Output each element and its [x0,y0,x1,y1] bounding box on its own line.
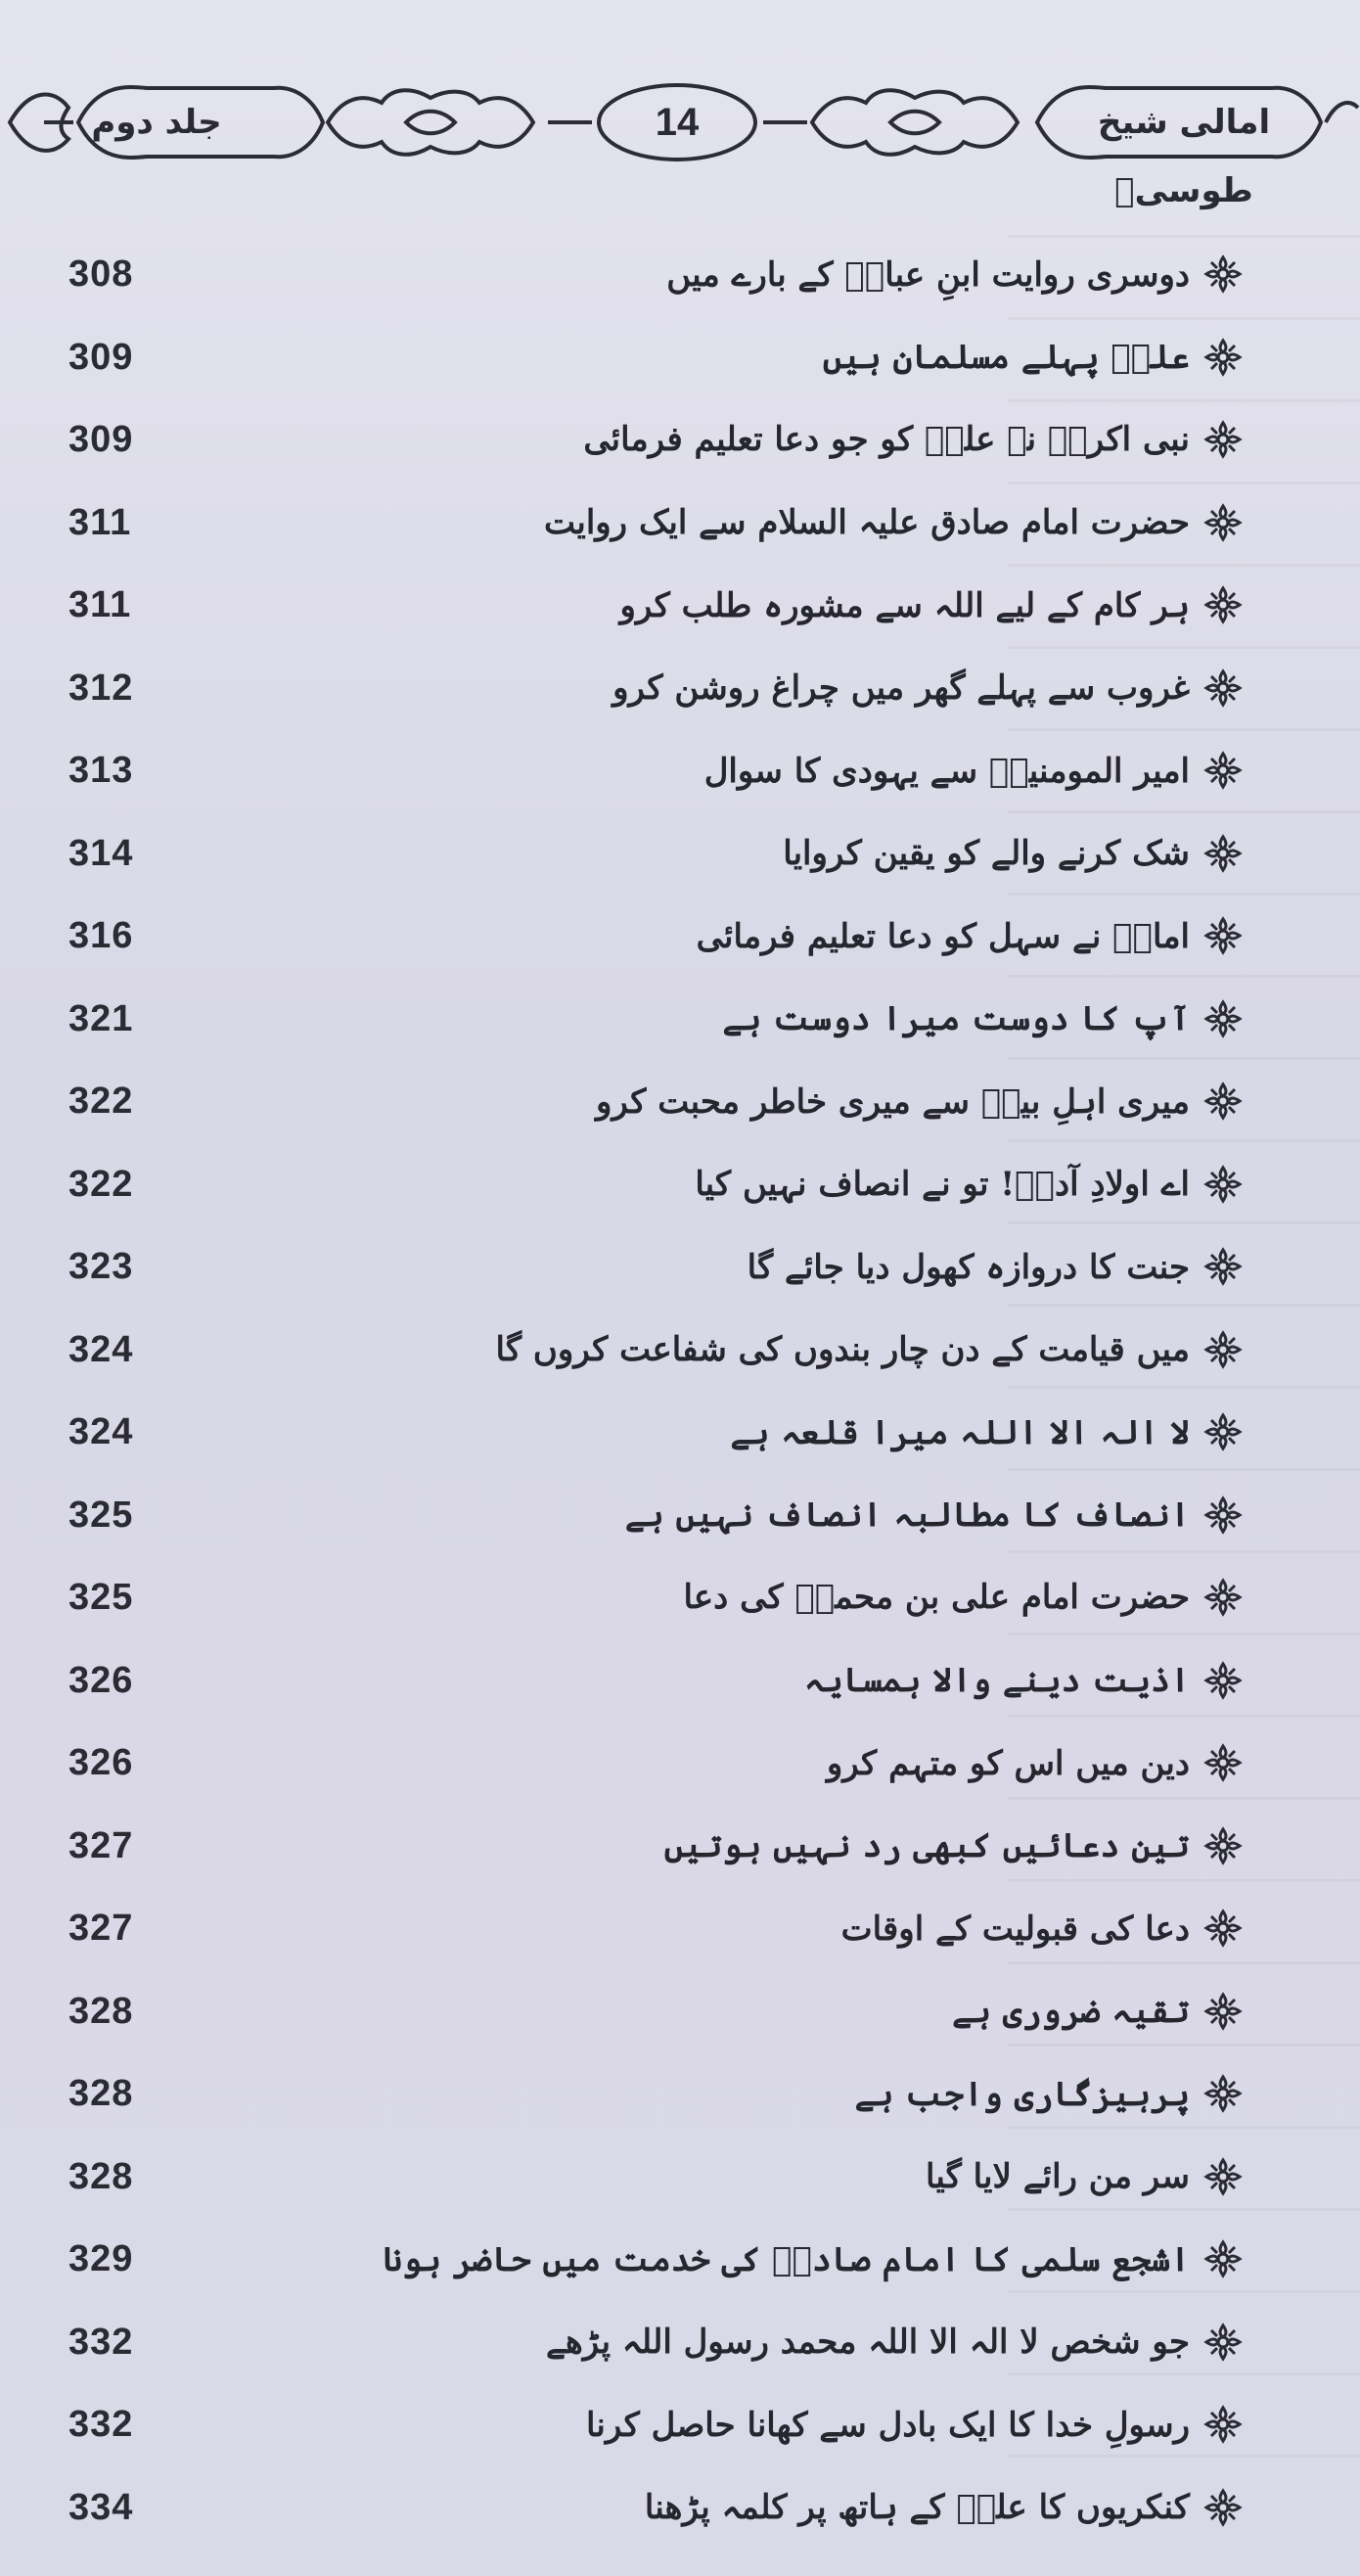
toc-title: شک کرنے والے کو یقین کروایا [783,834,1190,873]
flower-star-icon [1203,751,1243,790]
toc-entry-text [612,657,1243,719]
toc-entry[interactable] [59,1227,1292,1311]
toc-title: امیر المومنینؑ سے یہودی کا سوال [703,751,1190,791]
flower-star-icon [1203,2157,1243,2196]
flower-star-icon [1203,1992,1243,2031]
toc-title: اذیت دینے والا ہمسایہ [803,1661,1190,1700]
toc-page-number: 308 [68,253,134,295]
toc-title: علیؑ پہلے مسلمان ہیں [822,338,1190,377]
toc-entry[interactable] [59,1062,1292,1145]
toc-title: کنکریوں کا علیؑ کے ہاتھ پر کلمہ پڑھنا [644,2488,1190,2527]
toc-page-number: 321 [68,997,134,1039]
toc-entry-text [583,408,1243,471]
toc-page-number: 313 [68,750,134,791]
toc-entry[interactable] [59,1807,1292,1890]
toc-title: رسولِ خدا کا ایک بادل سے کھانا حاصل کرنا [586,2405,1190,2445]
flower-star-icon [1203,834,1243,873]
flower-star-icon [1203,668,1243,708]
toc-entry[interactable] [59,2220,1292,2303]
toc-page-number: 324 [68,1411,134,1452]
toc-title: سر من رائے لایا گیا [926,2157,1190,2196]
toc-entry[interactable] [59,2468,1292,2552]
flower-star-icon [1203,1412,1243,1451]
flower-star-icon [1203,2405,1243,2444]
toc-title: امامؑ نے سہل کو دعا تعلیم فرمائی [696,916,1190,956]
flower-star-icon [1203,1081,1243,1121]
toc-entry[interactable] [59,483,1292,567]
table-of-contents [59,235,1292,2551]
toc-title: تقیہ ضروری ہے [952,1992,1190,2031]
page-number: 14 [655,101,700,144]
toc-title: انصاف کا مطالبہ انصاف نہیں ہے [624,1495,1190,1535]
toc-entry[interactable] [59,2054,1292,2138]
toc-entry-text [496,1318,1243,1381]
flower-star-icon [1203,503,1243,542]
toc-entry[interactable] [59,1393,1292,1476]
toc-entry[interactable] [59,2303,1292,2386]
toc-entry-text [926,2145,1243,2208]
page-header [0,59,1360,210]
book-title: امالی شیخ طوسیؒ [1097,103,1271,210]
toc-entry-text [596,1070,1243,1132]
toc-entry[interactable] [59,731,1292,814]
flower-star-icon [1203,420,1243,459]
toc-page-number: 329 [68,2238,134,2279]
toc-entry-text [841,1897,1243,1959]
toc-title: اشجع سلمی کا امام صادقؑ کی خدمت میں حاضر ہونا [383,2239,1190,2279]
toc-entry[interactable] [59,1641,1292,1725]
toc-page-number: 311 [68,584,132,625]
toc-entry[interactable] [59,980,1292,1063]
toc-title: لا الہ الا اللہ میرا قلعہ ہے [730,1412,1190,1452]
toc-entry-text [664,1815,1243,1877]
toc-page-number: 325 [68,1494,134,1536]
toc-entry-text [827,1731,1243,1794]
flower-star-icon [1203,254,1243,294]
toc-page-number: 311 [68,501,132,543]
toc-entry-text [683,1566,1243,1629]
flower-star-icon [1203,1909,1243,1948]
toc-entry-text [586,2393,1243,2456]
flower-star-icon [1203,585,1243,624]
toc-page-number: 334 [68,2486,134,2528]
toc-entry[interactable] [59,235,1292,318]
toc-page-number: 332 [68,2321,134,2363]
toc-page-number: 328 [68,2073,134,2114]
flower-star-icon [1203,1661,1243,1700]
toc-title: دوسری روایت ابنِ عباسؓ کے بارے میں [666,254,1190,295]
flower-star-icon [1203,1247,1243,1286]
toc-entry-text [695,1153,1243,1216]
toc-page-number: 309 [68,419,134,460]
toc-page-number: 324 [68,1328,134,1370]
toc-page-number: 322 [68,1163,134,1205]
toc-page-number: 328 [68,1990,134,2032]
volume-label: جلد دوم [91,103,222,142]
toc-entry[interactable] [59,566,1292,649]
flower-star-icon [1203,2323,1243,2362]
toc-entry[interactable] [59,649,1292,732]
toc-entry-text [697,904,1243,967]
toc-page-number: 309 [68,336,134,378]
toc-entry-text [544,491,1243,554]
toc-entry[interactable] [59,1145,1292,1228]
toc-title: حضرت امام صادق علیہ السلام سے ایک روایت [543,503,1190,542]
flower-star-icon [1203,1743,1243,1782]
toc-title: جو شخص لا الہ الا اللہ محمد رسول اللہ پڑھے [545,2323,1190,2362]
flower-star-icon [1203,1495,1243,1535]
flower-star-icon [1203,1826,1243,1865]
toc-title: اے اولادِ آدمؑ! تو نے انصاف نہیں کیا [695,1165,1190,1204]
toc-entry[interactable] [59,400,1292,483]
toc-entry[interactable] [59,2385,1292,2468]
flower-star-icon [1203,338,1243,377]
toc-page-number: 312 [68,667,134,709]
toc-title: میں قیامت کے دن چار بندوں کی شفاعت کروں گا [495,1330,1190,1369]
toc-entry[interactable] [59,1889,1292,1972]
toc-title: دین میں اس کو متہم کرو [826,1743,1190,1783]
toc-title: نبی اکرمؐ نے علیؑ کو جو دعا تعلیم فرمائی [583,420,1190,459]
toc-title: دعا کی قبولیت کے اوقات [840,1909,1190,1949]
toc-entry-text [748,1235,1243,1298]
flower-star-icon [1203,1330,1243,1369]
toc-entry-text [722,988,1243,1050]
toc-page-number: 322 [68,1081,134,1122]
flower-star-icon [1203,1165,1243,1204]
toc-title: پرہیزگاری واجب ہے [854,2074,1190,2114]
flower-star-icon [1203,916,1243,955]
flower-star-icon [1203,2488,1243,2527]
toc-title: آپ کا دوست میرا دوست ہے [722,999,1190,1038]
toc-entry[interactable] [59,1972,1292,2055]
toc-title: جنت کا دروازہ کھول دیا جائے گا [747,1247,1190,1287]
toc-entry[interactable] [59,1311,1292,1394]
toc-entry-text [783,822,1243,885]
toc-page-number: 314 [68,832,134,874]
toc-page-number: 327 [68,1824,134,1866]
toc-entry-text [855,2062,1243,2125]
toc-entry-text [704,739,1243,802]
flower-star-icon [1203,999,1243,1038]
toc-entry[interactable] [59,897,1292,980]
toc-entry[interactable] [59,1558,1292,1641]
toc-page-number: 316 [68,915,134,956]
toc-title: میری اہلِ بیتؑ سے میری خاطر محبت کرو [596,1081,1190,1122]
flower-star-icon [1203,2239,1243,2278]
flower-star-icon [1203,1578,1243,1617]
toc-entry-text [645,2476,1243,2539]
toc-page-number: 327 [68,1908,134,1949]
toc-entry[interactable] [59,318,1292,401]
toc-title: غروب سے پہلے گھر میں چراغ روشن کرو [612,668,1190,708]
toc-entry-text [823,326,1243,389]
flower-star-icon [1203,2074,1243,2113]
toc-page-number: 326 [68,1742,134,1783]
toc-page-number: 323 [68,1246,134,1287]
toc-title: حضرت امام علی بن محمدؑ کی دعا [683,1578,1190,1617]
toc-entry-text [625,1484,1243,1546]
toc-entry[interactable] [59,2138,1292,2221]
toc-entry[interactable] [59,814,1292,897]
toc-title: ہر کام کے لیے اللہ سے مشورہ طلب کرو [619,585,1190,625]
toc-entry-text [666,243,1243,305]
toc-entry-text [383,2228,1243,2290]
toc-title: تین دعائیں کبھی رد نہیں ہوتیں [663,1826,1190,1865]
toc-entry-text [546,2311,1243,2373]
toc-entry-text [804,1649,1243,1712]
toc-page-number: 325 [68,1577,134,1618]
toc-entry-text [731,1401,1243,1463]
toc-page-number: 328 [68,2155,134,2197]
toc-entry[interactable] [59,1476,1292,1559]
toc-entry-text [952,1980,1243,2043]
toc-entry[interactable] [59,1724,1292,1807]
toc-page-number: 326 [68,1659,134,1701]
toc-entry-text [619,574,1243,636]
toc-page-number: 332 [68,2404,134,2445]
